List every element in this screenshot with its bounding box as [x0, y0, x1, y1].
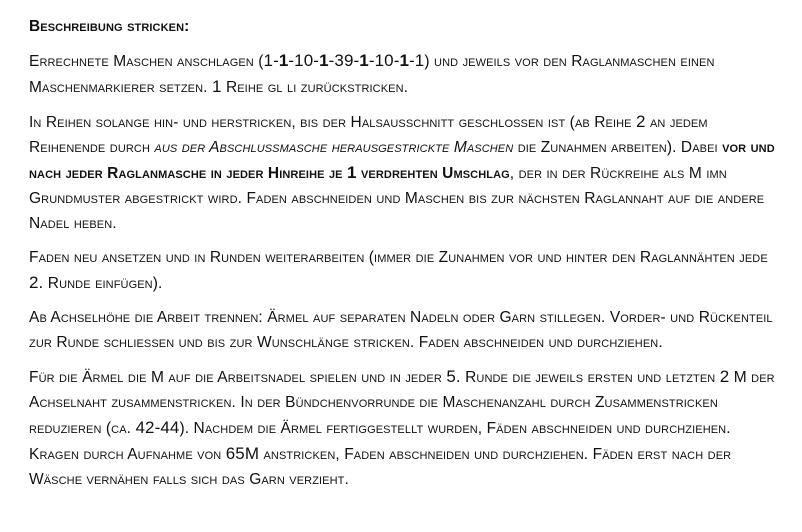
seq-0: 1: [263, 51, 274, 70]
p5-text-e: anstricken, Faden abschneiden und durchziehen. Fäden erst nach der Wäsche vernähen falls sich das Garn verzieht.: [29, 446, 732, 488]
seq-9: -1: [409, 51, 425, 70]
section-heading: Beschreibung stricken:: [29, 18, 190, 35]
paragraph-rows: [29, 109, 781, 236]
p2-row-number: 2: [636, 112, 646, 131]
p1-text-b: ) und jeweils vor den Raglanmaschen einen Maschenmarkierer setzen.: [29, 53, 715, 96]
p2-italic-phrase: aus der Abschlussmasche herausgestrickte Maschen: [154, 139, 514, 156]
p5-collar-stitches: 65M: [225, 444, 260, 463]
paragraph-sleeves: [29, 364, 781, 492]
seq-5: -39-: [328, 51, 360, 70]
seq-6: 1: [359, 51, 369, 70]
seq-8: 1: [399, 51, 410, 70]
p3-text-b: Runde einfügen).: [43, 275, 163, 292]
p1-text-c: Reihe gl li zurückstricken.: [221, 79, 409, 96]
p2-bold-phrase-1: vor und nach jeder Raglanmasche in jeder Hinreihe je: [29, 139, 775, 182]
seq-1: -: [273, 51, 279, 70]
p2-text-b: an jedem Reihenende durch: [29, 114, 708, 156]
p3-round-number: 2.: [29, 273, 44, 292]
p1-row-count: 1: [211, 77, 222, 96]
p2-text-c: die Zunahmen arbeiten). Dabei: [513, 139, 723, 156]
seq-4: 1: [319, 51, 329, 70]
p1-text-a: Errechnete Maschen anschlagen (: [29, 53, 264, 70]
p5-round-interval: 5.: [446, 367, 461, 386]
p3-text-a: Faden neu ansetzen und in Runden weiterarbeiten (immer die Zunahmen vor und hinter den Raglannähten jede: [29, 249, 768, 266]
knitting-instructions: [29, 17, 781, 501]
seq-2: 1: [278, 51, 289, 70]
seq-3: -10-: [288, 51, 320, 70]
p2-text-d: , der in der Rückreihe als M imn Grundmuster abgestrickt wird. Faden abschneiden und Maschen bis zur nächsten Raglannaht auf die andere Nadel heben.: [29, 165, 765, 232]
p2-bold-number: 1: [347, 163, 357, 182]
p5-text-d: ). Nachdem die Ärmel fertiggestellt wurden, Fäden abschneiden und durchziehen. Kragen durch Aufnahme von: [29, 420, 731, 463]
paragraph-armhole: [29, 305, 781, 355]
p4-text-a: Ab Achselhöhe die Arbeit trennen: Ärmel auf separaten Nadeln oder Garn stillegen. Vorder- und Rückenteil zur Runde schliessen und bis zur Wunschlänge stricken. Faden abschneiden und durchziehen.: [29, 309, 773, 351]
p5-reduce-range: 42-44: [135, 418, 180, 437]
stitch-sequence: [264, 51, 425, 70]
paragraph-rounds: [29, 245, 781, 296]
p2-text-a: In Reihen solange hin- und herstricken, bis der Halsausschnitt geschlossen ist (ab Reihe: [29, 114, 636, 131]
paragraph-cast-on: [29, 48, 781, 100]
p5-text-c: M der Achselnaht zusammenstricken. In der Bündchenvorrunde die Maschenanzahl durch Zusammenstricken reduzieren (ca.: [29, 369, 775, 437]
p2-bold-phrase-2: verdrehten Umschlag: [356, 165, 510, 182]
p5-text-b: Runde die jeweils ersten und letzten: [460, 369, 720, 386]
seq-7: -10-: [368, 51, 400, 70]
p5-text-a: Für die Ärmel die M auf die Arbeitsnadel spielen und in jeder: [29, 369, 447, 386]
p5-stitch-count: 2: [719, 367, 730, 386]
